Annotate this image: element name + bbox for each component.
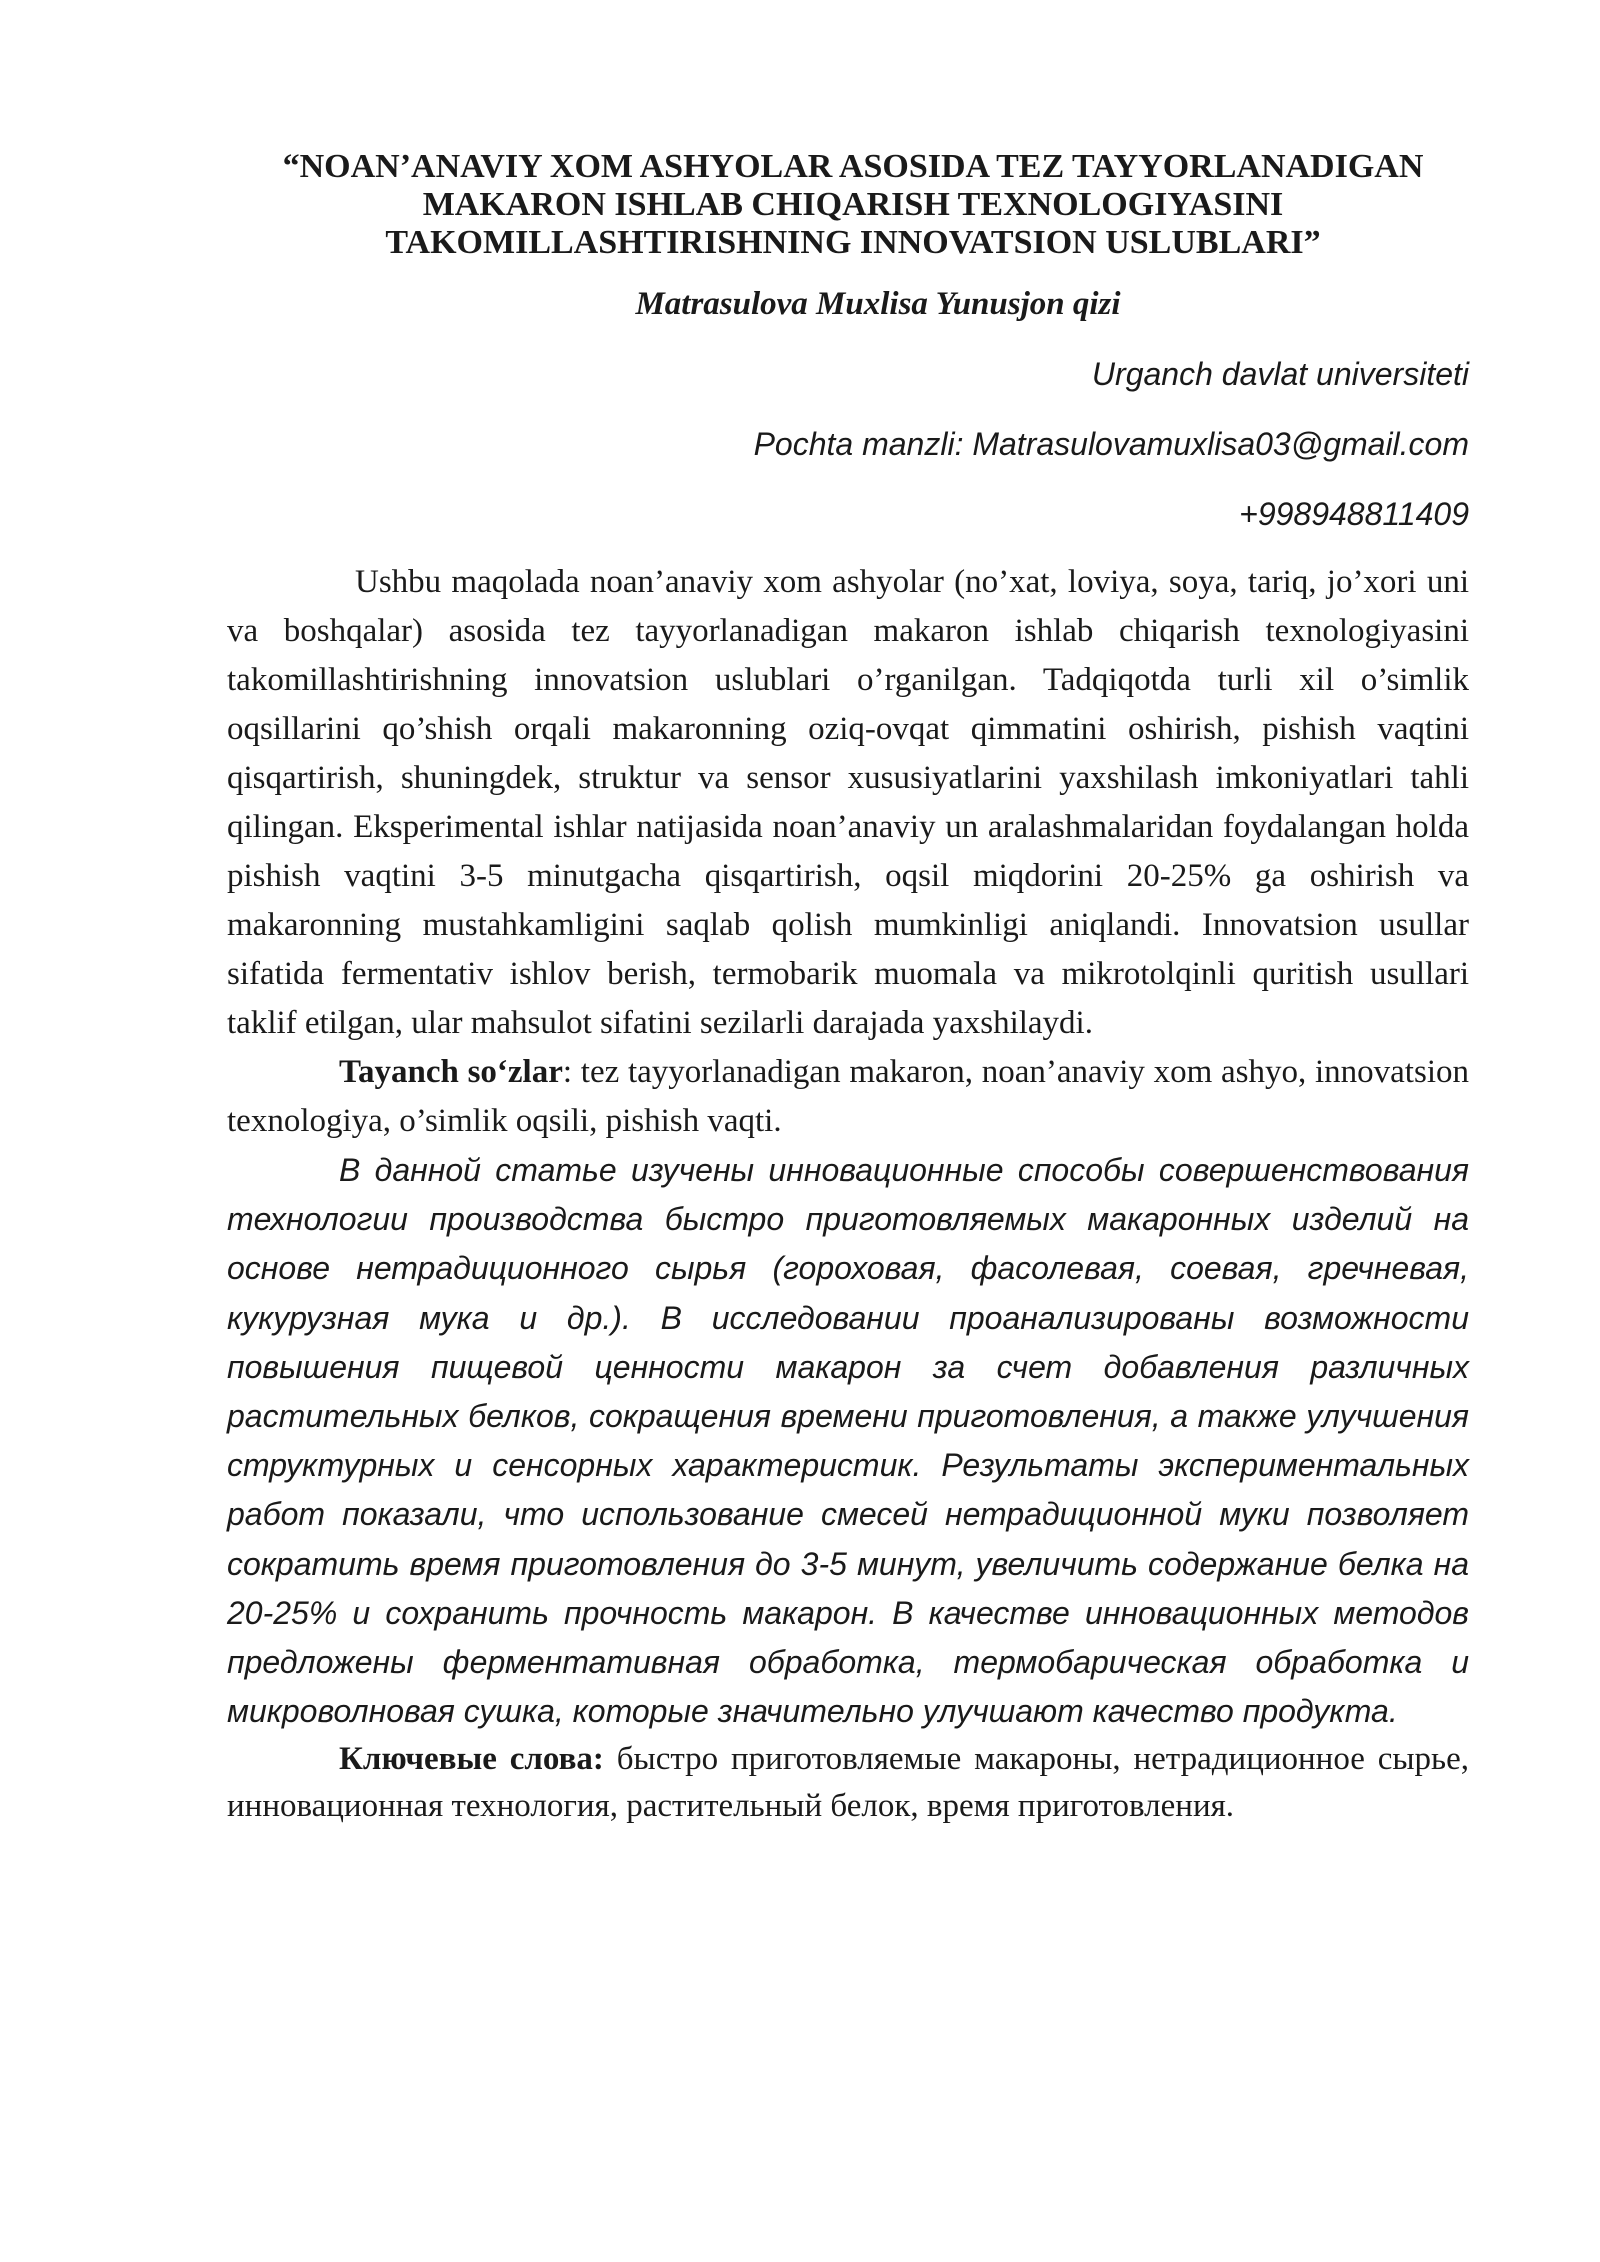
article-body (227, 148, 1469, 1830)
keywords-russian (227, 1736, 1469, 1830)
keywords-russian-text: быстро приготовляемые макароны, нетрадиционное сырье, инновационная технология, растительный белок, время приготовления. (227, 1741, 1469, 1825)
author-name: Matrasulova Muxlisa Yunusjon qizi (635, 286, 1121, 322)
abstract-russian: В данной статье изучены инновационные способы совершенствования технологии производства быстро приготовляемых макаронных изделий на основе нетрадиционного сырья (гороховая, фасолевая, соевая, гречневая, кукурузная мука и др.). В исследовании проанализированы возможности повышения пищевой ценности макарон за счет добавления различных растительных белков, сокращения времени приготовления, а также улучшения структурных и сенсорных характеристик. Результаты экспериментальных работ показали, что использование смесей нетрадиционной муки позволяет сократить время приготовления до 3-5 минут, увеличить содержание белка на 20-25% и сохранить прочность макарон. В качестве инновационных методов предложены ферментативная обработка, термобарическая обработка и микроволновая сушка, которые значительно улучшают качество продукта. (227, 1152, 1469, 1730)
abstract-uzbek: Ushbu maqolada noan’anaviy xom ashyolar (no’xat, loviya, soya, tariq, jo’xori uni va boshqalar) asosida tez tayyorlanadigan makaron ishlab chiqarish texnologiyasini takomillashtirishning innovatsion uslublari o’rganilgan. Tadqiqotda turli xil o’simlik oqsillarini qo’shish orqali makaronning oziq-ovqat qimmatini oshirish, pishish vaqtini qisqartirish, shuningdek, struktur va sensor xususiyatlarini yaxshilash imkoniyatlari tahli qilingan. Eksperimental ishlar natijasida noan’anaviy un aralashmalaridan foydalangan holda pishish vaqtini 3-5 minutgacha qisqartirish, oqsil miqdorini 20-25% ga oshirish va makaronning mustahkamligini saqlab qolish mumkinligi aniqlandi. Innovatsion usullar sifatida fermentativ ishlov berish, termobarik muomala va mikrotolqinli quritish usullari taklif etilgan, ular mahsulot sifatini sezilarli darajada yaxshilaydi. (227, 564, 1469, 1041)
keywords-uzbek-text: : tez tayyorlanadigan makaron, noan’anaviy xom ashyo, innovatsion texnologiya, o’simlik oqsili, pishish vaqti. (227, 1054, 1469, 1139)
keywords-russian-label: Ключевые слова: (339, 1741, 604, 1778)
keywords-uzbek (227, 1048, 1469, 1146)
author-email: Pochta manzli: Matrasulovamuxlisa03@gmail.com (753, 426, 1469, 462)
article-title: “NOAN’ANAVIY XOM ASHYOLAR ASOSIDA TEZ TAYYORLANADIGAN MAKARON ISHLAB CHIQARISH TEXNOLOGIYASINI TAKOMILLASHTIRISHNING INNOVATSION USLUBLARI” (282, 148, 1424, 261)
author-affiliation: Urganch davlat universiteti (1091, 356, 1469, 392)
keywords-uzbek-label: Tayanch so‘zlar (339, 1054, 563, 1090)
author-phone: +998948811409 (1239, 496, 1469, 532)
